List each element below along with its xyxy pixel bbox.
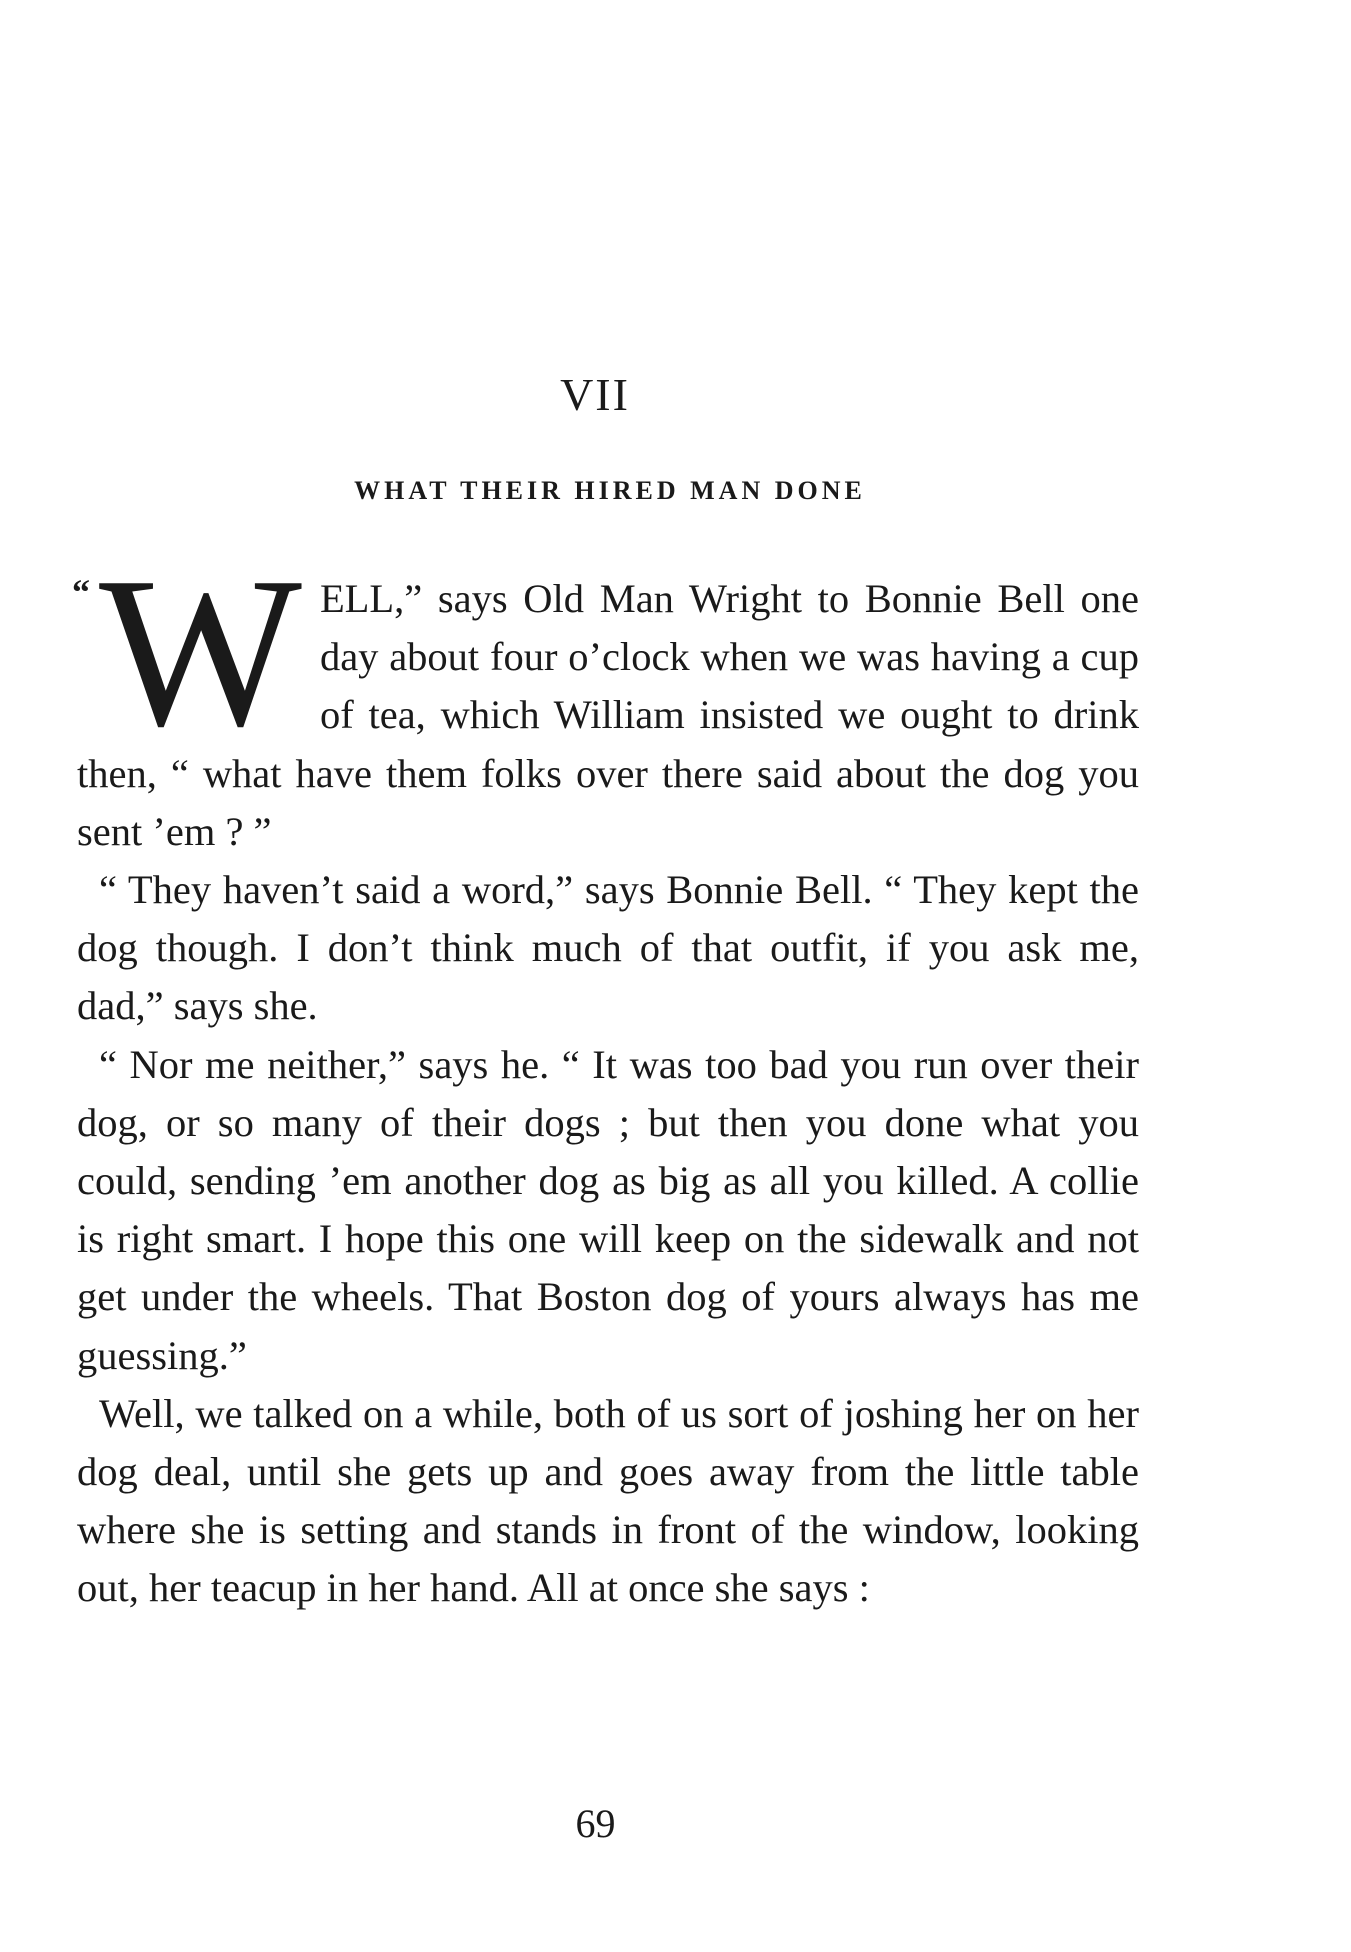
chapter-title: WHAT THEIR HIRED MAN DONE <box>354 476 866 505</box>
page-number <box>0 1800 1351 1847</box>
opening-text: ELL,” says Old Man Wright to Bonnie Bell one day about four o’clock when we was having a cup of tea, which William insisted we ought to drink then, “ what have them folks over there said about the dog you sent ’em ? ” <box>77 576 1139 854</box>
page-number-text: 69 <box>575 1801 616 1846</box>
chapter-number: VII <box>560 369 630 420</box>
drop-cap: W <box>99 532 302 771</box>
opening-paragraph <box>72 532 1139 861</box>
paragraph: “ Nor me neither,” says he. “ It was too bad you run over their dog, or so many of their dogs ; but then you done what you could, sending ’em another dog as big as all you killed. A collie is right smart. I hope this one will keep on the sidewalk and not get under the wheels. That Boston dog of yours always has me guessing.” <box>77 1041 1139 1378</box>
paragraph: “ They haven’t said a word,” says Bonnie Bell. “ They kept the dog though. I don’t think much of that outfit, if you ask me, dad,” says she. <box>77 867 1139 1029</box>
paragraph: Well, we talked on a while, both of us sort of joshing her on her dog deal, until she gets up and goes away from the little table where she is setting and stands in front of the window, looking out, her teacup in her hand. All at once she says : <box>77 1390 1139 1611</box>
body-text <box>72 532 1139 1618</box>
opening-quote-mark: “ <box>72 572 90 612</box>
